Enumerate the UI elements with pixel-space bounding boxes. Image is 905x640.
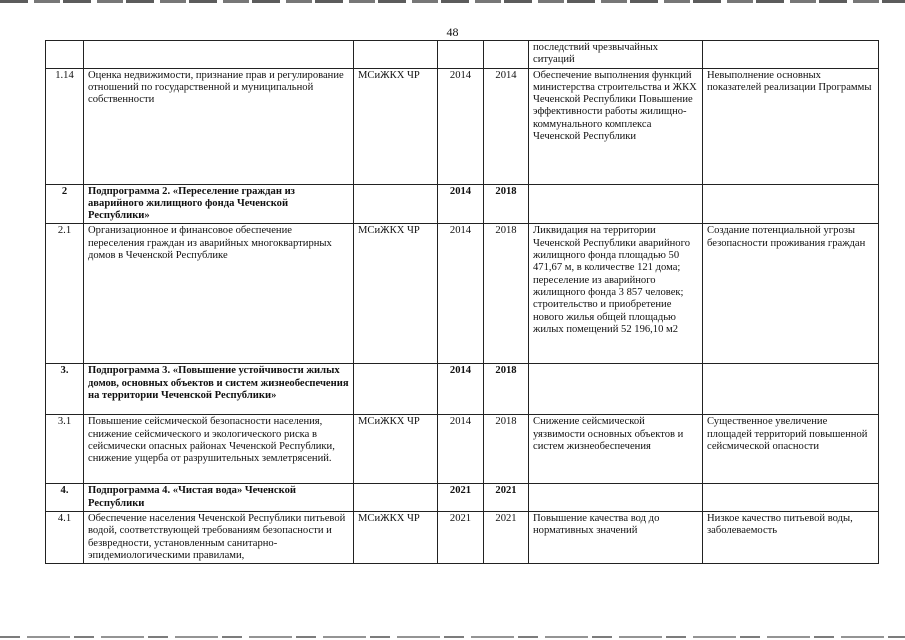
cell-expected-result: Ликвидация на территории Чеченской Республики аварийного жилищного фонда площадью 50 471,67 м, в количестве 121 дома; переселение из аварийного жилищного фонда 3 857 человек; строительство и приобретение нового жилья общей площадью жилых помещений 52 196,10 м2 [529, 224, 703, 364]
cell-consequences: Низкое качество питьевой воды, заболеваемость [703, 512, 879, 564]
cell-consequences: Создание потенциальной угрозы безопасности проживания граждан [703, 224, 879, 364]
cell-consequences [703, 484, 879, 512]
cell-measure-name [84, 41, 354, 69]
cell-measure-name: Повышение сейсмической безопасности населения, снижение сейсмического и экологического риска в сейсмически опасных районах Чеченской Республики, снижение ущерба от разрушительных землетрясений. [84, 415, 354, 484]
table-row [46, 41, 879, 69]
cell-consequences [703, 41, 879, 69]
cell-end-year [484, 41, 529, 69]
cell-expected-result: последствий чрезвычайных ситуаций [529, 41, 703, 69]
cell-measure-name: Оценка недвижимости, признание прав и регулирование отношений по государственной и муниципальной собственности [84, 68, 354, 184]
cell-end-year: 2018 [484, 415, 529, 484]
cell-expected-result: Обеспечение выполнения функций министерства строительства и ЖКХ Чеченской Республики Повышение эффективности работы жилищно-коммунального комплекса Чеченской Республики [529, 68, 703, 184]
cell-end-year: 2018 [484, 184, 529, 224]
table-row [46, 224, 879, 364]
subprogram-row [46, 484, 879, 512]
cell-start-year: 2014 [438, 68, 484, 184]
cell-row-number: 2 [46, 184, 84, 224]
cell-end-year: 2018 [484, 364, 529, 415]
cell-start-year: 2021 [438, 484, 484, 512]
cell-executor: МСиЖКХ ЧР [354, 68, 438, 184]
scan-edge-bottom [0, 636, 905, 638]
cell-expected-result: Повышение качества вод до нормативных значений [529, 512, 703, 564]
cell-start-year: 2021 [438, 512, 484, 564]
cell-consequences: Существенное увеличение площадей территорий повышенной сейсмической опасности [703, 415, 879, 484]
cell-expected-result [529, 184, 703, 224]
cell-start-year: 2014 [438, 184, 484, 224]
cell-row-number: 1.14 [46, 68, 84, 184]
cell-start-year [438, 41, 484, 69]
cell-end-year: 2021 [484, 484, 529, 512]
table-body [46, 41, 879, 564]
cell-consequences [703, 364, 879, 415]
cell-end-year: 2014 [484, 68, 529, 184]
cell-executor: МСиЖКХ ЧР [354, 415, 438, 484]
cell-executor [354, 484, 438, 512]
cell-expected-result: Снижение сейсмической уязвимости основных объектов и систем жизнеобеспечения [529, 415, 703, 484]
cell-end-year: 2018 [484, 224, 529, 364]
cell-executor [354, 184, 438, 224]
cell-executor: МСиЖКХ ЧР [354, 224, 438, 364]
cell-expected-result [529, 364, 703, 415]
cell-row-number: 4.1 [46, 512, 84, 564]
cell-measure-name: Подпрограмма 2. «Переселение граждан из аварийного жилищного фонда Чеченской Республики» [84, 184, 354, 224]
cell-start-year: 2014 [438, 415, 484, 484]
cell-start-year: 2014 [438, 224, 484, 364]
cell-consequences: Невыполнение основных показателей реализации Программы [703, 68, 879, 184]
cell-row-number: 3.1 [46, 415, 84, 484]
cell-row-number: 3. [46, 364, 84, 415]
cell-end-year: 2021 [484, 512, 529, 564]
cell-expected-result [529, 484, 703, 512]
cell-row-number [46, 41, 84, 69]
cell-measure-name: Обеспечение населения Чеченской Республики питьевой водой, соответствующей требованиям безопасности и безвредности, установленным санитарно-эпидемиологическими правилами, [84, 512, 354, 564]
cell-measure-name: Организационное и финансовое обеспечение переселения граждан из аварийных многоквартирных домов в Чеченской Республике [84, 224, 354, 364]
table-row [46, 512, 879, 564]
subprogram-row [46, 364, 879, 415]
cell-row-number: 4. [46, 484, 84, 512]
cell-measure-name: Подпрограмма 4. «Чистая вода» Чеченской Республики [84, 484, 354, 512]
cell-start-year: 2014 [438, 364, 484, 415]
cell-executor: МСиЖКХ ЧР [354, 512, 438, 564]
program-table [45, 40, 879, 564]
cell-measure-name: Подпрограмма 3. «Повышение устойчивости жилых домов, основных объектов и систем жизнеобеспечения на территории Чеченской Республики» [84, 364, 354, 415]
page-number: 48 [446, 25, 459, 39]
scan-edge-top [0, 0, 905, 3]
table-row [46, 68, 879, 184]
cell-executor [354, 41, 438, 69]
cell-consequences [703, 184, 879, 224]
subprogram-row [46, 184, 879, 224]
cell-executor [354, 364, 438, 415]
table-row [46, 415, 879, 484]
cell-row-number: 2.1 [46, 224, 84, 364]
